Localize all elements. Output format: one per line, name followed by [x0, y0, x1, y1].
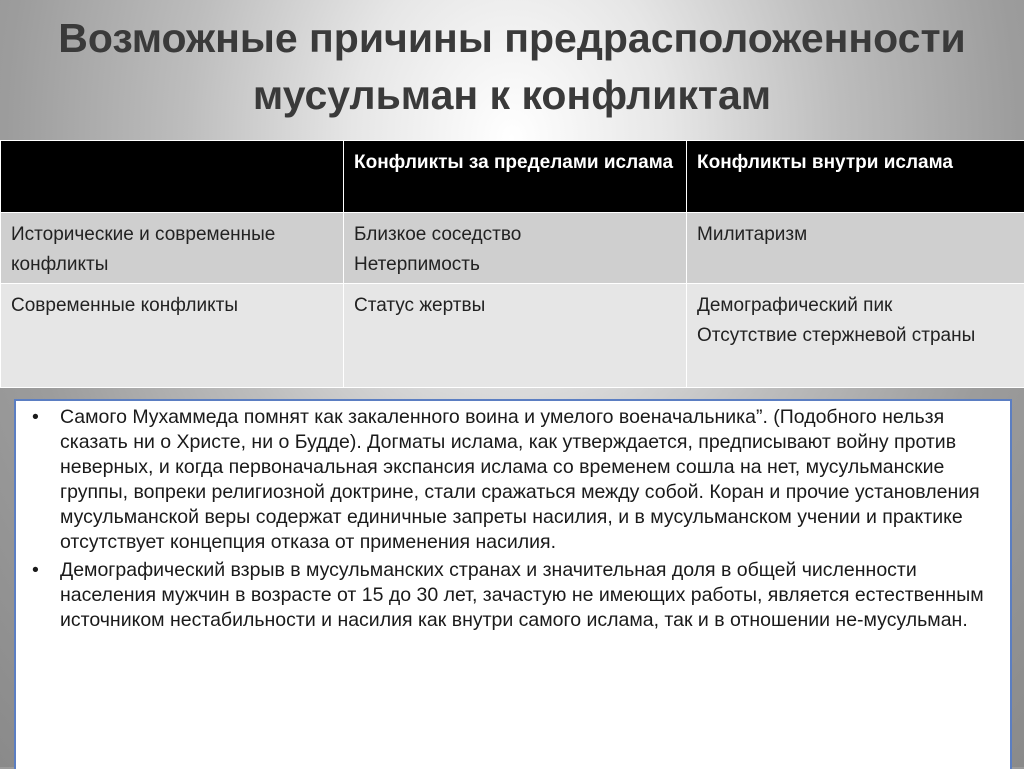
cell-line: Демографический пик: [697, 291, 1014, 321]
table-row: [1, 213, 1024, 284]
title-line-1: Возможные причины предрасположенности: [0, 10, 1024, 67]
outside-cell: [344, 284, 687, 388]
bullet-text: Самого Мухаммеда помнят как закаленного воина и умелого военачальника”. (Подобного нельзя сказать ни о Христе, ни о Будде). Догматы ислама, как утверждается, предписывают войну против неверных, и когда первоначальная экспансия ислама со временем сошла на нет, мусульманские группы, вопреки религиозной доктрине, стали сражаться между собой. Коран и прочие установления мусульманской веры содержат единичные запреты насилия, и в мусульманском учении и практике отсутствует концепция отказа от применения насилия.: [60, 406, 980, 553]
list-item: [30, 405, 998, 555]
bullet-icon: •: [32, 558, 39, 583]
row-label-cell: Современные конфликты: [1, 284, 344, 388]
explanation-text-box: [14, 399, 1012, 769]
bullet-text: Демографический взрыв в мусульманских странах и значительная доля в общей численности населения мужчин в возрасте от 15 до 30 лет, зачастую не имеющих работы, является естественным источником нестабильности и насилия как внутри самого ислама, так и в отношении не-мусульман.: [60, 559, 984, 631]
cell-line: Статус жертвы: [354, 291, 676, 321]
title-line-2: мусульман к конфликтам: [0, 67, 1024, 124]
header-cell-outside: Конфликты за пределами ислама: [344, 141, 687, 213]
header-cell-empty: [1, 141, 344, 213]
inside-cell: [687, 213, 1024, 284]
header-cell-inside: Конфликты внутри ислама: [687, 141, 1024, 213]
slide-title: [0, 10, 1024, 124]
bullet-icon: •: [32, 405, 39, 430]
cell-line: Нетерпимость: [354, 250, 676, 280]
outside-cell: [344, 213, 687, 284]
row-label-cell: Исторические и современные конфликты: [1, 213, 344, 284]
inside-cell: [687, 284, 1024, 388]
cell-line: Милитаризм: [697, 220, 1014, 250]
cell-line: Близкое соседство: [354, 220, 676, 250]
cell-line: Отсутствие стержневой страны: [697, 321, 1014, 351]
table-row: [1, 284, 1024, 388]
bullet-list: [30, 405, 998, 633]
table-header-row: [1, 141, 1024, 213]
comparison-table: [0, 140, 1024, 388]
list-item: [30, 558, 998, 633]
